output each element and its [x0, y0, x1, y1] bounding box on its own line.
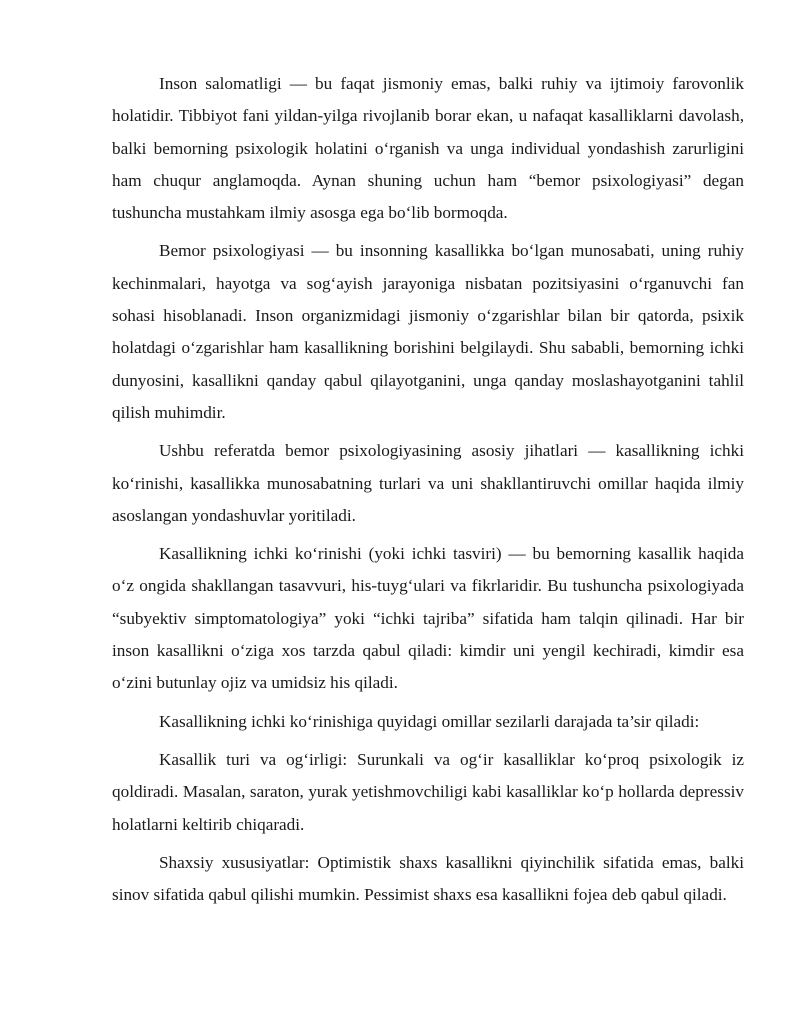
paragraph-factors-intro: Kasallikning ichki ko‘rinishiga quyidagi omillar sezilarli darajada ta’sir qiladi: [159, 711, 700, 731]
paragraph-factor-personality: Shaxsiy xususiyatlar: Optimistik shaxs kasallikni qiyinchilik sifatida emas, balki sinov sifatida qabul qilishi mumkin. Pessimist shaxs esa kasallikni fojea deb qabul qiladi. [112, 852, 744, 905]
document-body [112, 68, 744, 917]
paragraph-definition: Bemor psixologiyasi — bu insonning kasallikka bo‘lgan munosabati, uning ruhiy kechinmalari, hayotga va sog‘ayish jarayoniga nisbatan pozitsiyasini o‘rganuvchi fan sohasi hisoblanadi. Inson organizmidagi jismoniy o‘zgarishlar bilan bir qatorda, psixik holatdagi o‘zgarishlar ham kasallikning borishini belgilaydi. Shu sababli, bemorning ichki dunyosini, kasallikni qanday qabul qilayotganini, unga qanday moslashayotganini tahlil qilish muhimdir. [112, 241, 744, 422]
paragraph-intro: Inson salomatligi — bu faqat jismoniy emas, balki ruhiy va ijtimoiy farovonlik holatidir. Tibbiyot fani yildan-yilga rivojlanib borar ekan, u nafaqat kasalliklarni davolash, balki bemorning psixologik holatini o‘rganish va unga individual yondashish zarurligini ham chuqur anglamoqda. Aynan shuning uchun ham “bemor psixologiyasi” degan tushuncha mustahkam ilmiy asosga ega bo‘lib bormoqda. [112, 74, 744, 223]
paragraph-internal-picture: Kasallikning ichki ko‘rinishi (yoki ichki tasviri) — bu bemorning kasallik haqida o‘z ongida shakllangan tasavvuri, his-tuyg‘ulari va fikrlaridir. Bu tushuncha psixologiyada “subyektiv simptomatologiya” yoki “ichki tajriba” sifatida ham talqin qilinadi. Har bir inson kasallikni o‘ziga xos tarzda qabul qiladi: kimdir uni yengil kechiradi, kimdir esa o‘zini butunlay ojiz va umidsiz his qiladi. [112, 544, 744, 693]
paragraph-factor-disease-type: Kasallik turi va og‘irligi: Surunkali va og‘ir kasalliklar ko‘proq psixologik iz qoldiradi. Masalan, saraton, yurak yetishmovchiligi kabi kasalliklar ko‘p hollarda depressiv holatlarni keltirib chiqaradi. [112, 749, 744, 834]
paragraph-referat-scope: Ushbu referatda bemor psixologiyasining asosiy jihatlari — kasallikning ichki ko‘rinishi, kasallikka munosabatning turlari va uni shakllantiruvchi omillar haqida ilmiy asoslangan yondashuvlar yoritiladi. [112, 441, 744, 525]
